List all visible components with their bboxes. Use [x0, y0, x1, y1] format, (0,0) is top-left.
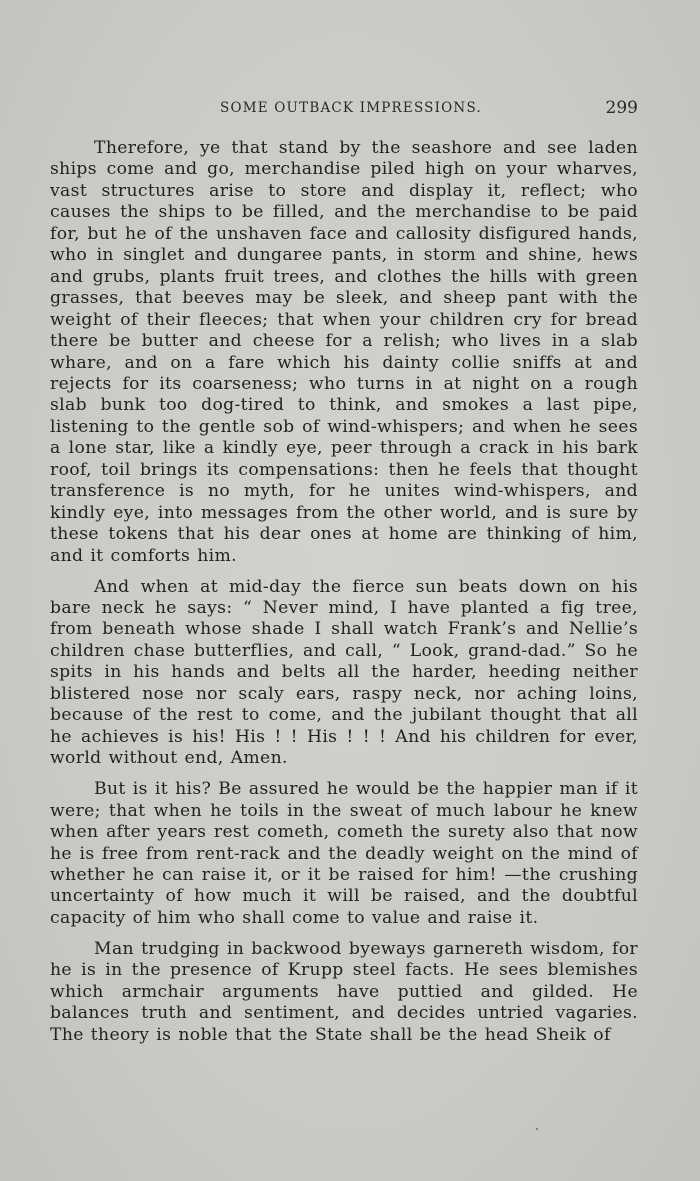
paragraph: Man trudging in backwood byeways garnereth wisdom, for he is in the presence of Krupp steel facts. He sees blemishes which armchair arguments have puttied and gilded. He balances truth and sentiment, and decides untried vagaries. The theory is noble that the State shall be the head Sheik of — [50, 938, 638, 1045]
page-number: 299 — [605, 98, 638, 118]
running-header — [50, 98, 640, 122]
paragraph: But is it his? Be assured he would be the happier man if it were; that when he toils in the sweat of much labour he knew when after years rest cometh, cometh the surety also that now he is free from rent-rack and the deadly weight on the mind of whether he can raise it, or it be raised for him! —the crushing uncertainty of how much it will be raised, and the doubtful capacity of him who shall come to value and raise it. — [50, 779, 638, 928]
paragraph: And when at mid-day the fierce sun beats down on his bare neck he says: “ Never mind, I have planted a fig tree, from beneath whose shade I shall watch Frank’s and Nellie’s children chase butterflies, and call, “ Look, grand-dad.” So he spits in his hands and belts all the harder, heeding neither blistered nose nor scaly ears, raspy neck, nor aching loins, because of the rest to come, and the jubilant thought that all he achieves is his! His ! ! His ! ! ! And his children for ever, world without end, Amen. — [50, 576, 638, 769]
body-text — [50, 138, 638, 1046]
running-title: SOME OUTBACK IMPRESSIONS. — [220, 100, 482, 116]
paragraph: Therefore, ye that stand by the seashore and see laden ships come and go, merchandise piled high on your wharves, vast structures arise to store and display it, reflect; who causes the ships to be filled, and the merchandise to be paid for, but he of the unshaven face and callosity disfigured hands, who in singlet and dungaree pants, in storm and shine, hews and grubs, plants fruit trees, and clothes the hills with green grasses, that beeves may be sleek, and sheep pant with the weight of their fleeces; that when your children cry for bread there be butter and cheese for a relish; who lives in a slab whare, and on a fare which his dainty collie sniffs at and rejects for its coarseness; who turns in at night on a rough slab bunk too dog-tired to think, and smokes a last pipe, listening to the gentle sob of wind-whispers; and when he sees a lone star, like a kindly eye, peer through a crack in his bark roof, toil brings its compensations: then he feels that thought transference is no myth, for he unites wind-whispers, and kindly eye, into messages from the other world, and is sure by these tokens that his dear ones at home are thinking of him, and it comforts him. — [50, 138, 638, 566]
paper-speck — [536, 1128, 538, 1130]
